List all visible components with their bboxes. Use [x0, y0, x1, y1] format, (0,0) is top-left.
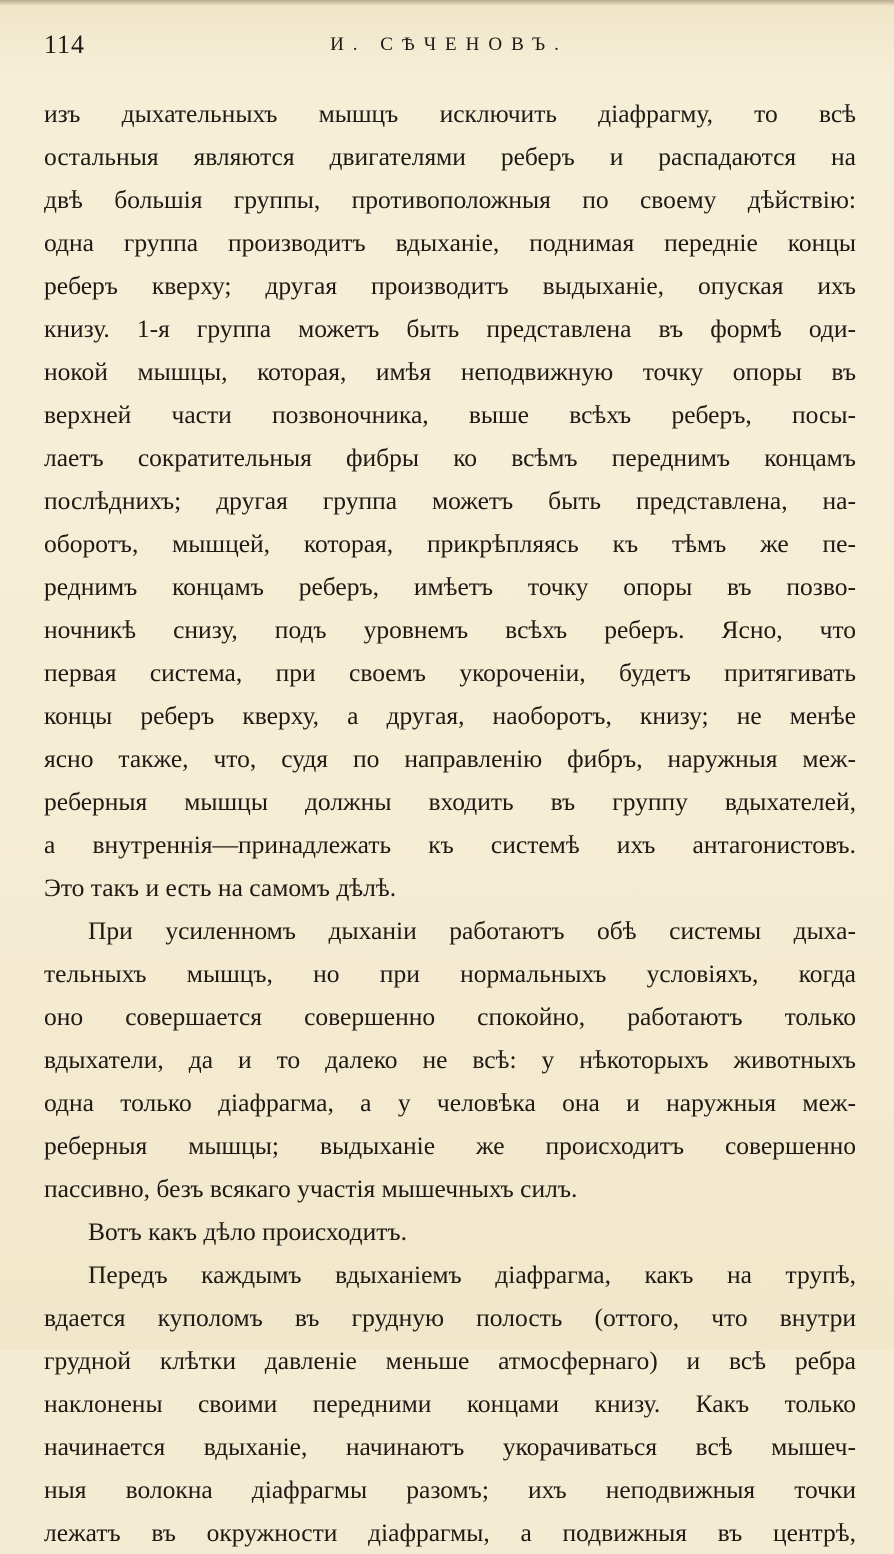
- text-line: реберъ кверху; другая производитъ выдыханіе, опуская ихъ: [44, 271, 856, 300]
- text-line: наклонены своими передними концами книзу. Какъ только: [44, 1389, 856, 1418]
- text-line: одна только діафрагма, а у человѣка она и наружныя меж-: [44, 1088, 856, 1117]
- text-line: Вотъ какъ дѣло происходитъ.: [88, 1217, 407, 1246]
- text-line: оборотъ, мышцей, которая, прикрѣпляясь къ тѣмъ же пе-: [44, 529, 856, 558]
- text-line: грудной клѣтки давленіе меньше атмосфернаго) и всѣ ребра: [44, 1346, 856, 1375]
- text-line: остальныя являются двигателями реберъ и распадаются на: [44, 142, 856, 171]
- text-line: верхней части позвоночника, выше всѣхъ реберъ, посы-: [44, 400, 856, 429]
- text-line: одна группа производитъ вдыханіе, поднимая передніе концы: [44, 228, 856, 257]
- text-line: Передъ каждымъ вдыханіемъ діафрагма, какъ на трупѣ,: [88, 1260, 856, 1289]
- text-line: ночникѣ снизу, подъ уровнемъ всѣхъ реберъ. Ясно, что: [44, 615, 856, 644]
- text-line: концы реберъ кверху, а другая, наоборотъ, книзу; не менѣе: [44, 701, 856, 730]
- text-line: реднимъ концамъ реберъ, имѣетъ точку опоры въ позво-: [44, 572, 856, 601]
- text-line: При усиленномъ дыханіи работаютъ обѣ системы дыха-: [88, 916, 856, 945]
- text-line: ныя волокна діафрагмы разомъ; ихъ неподвижныя точки: [44, 1475, 856, 1504]
- text-line: пассивно, безъ всякаго участія мышечныхъ силъ.: [44, 1174, 578, 1203]
- body-text: [44, 92, 856, 1554]
- text-line: книзу. 1-я группа можетъ быть представлена въ формѣ оди-: [44, 314, 856, 343]
- text-line: первая система, при своемъ укороченіи, будетъ притягивать: [44, 658, 856, 687]
- page-top-edge: [0, 0, 894, 6]
- text-line: тельныхъ мышцъ, но при нормальныхъ условіяхъ, когда: [44, 959, 856, 988]
- text-line: изъ дыхательныхъ мышцъ исключить діафрагму, то всѣ: [44, 99, 856, 128]
- page-header: [44, 30, 854, 60]
- text-line: нокой мышцы, которая, имѣя неподвижную точку опоры въ: [44, 357, 856, 386]
- text-line: послѣднихъ; другая группа можетъ быть представлена, на-: [44, 486, 856, 515]
- text-line: оно совершается совершенно спокойно, работаютъ только: [44, 1002, 856, 1031]
- text-line: лаетъ сократительныя фибры ко всѣмъ переднимъ концамъ: [44, 443, 856, 472]
- text-line: реберныя мышцы; выдыханіе же происходитъ совершенно: [44, 1131, 856, 1160]
- text-line: Это такъ и есть на самомъ дѣлѣ.: [44, 873, 397, 902]
- text-line: начинается вдыханіе, начинаютъ укорачиваться всѣ мышеч-: [44, 1432, 856, 1461]
- text-line: вдыхатели, да и то далеко не всѣ: у нѣкоторыхъ животныхъ: [44, 1045, 856, 1074]
- page-number: 114: [44, 30, 86, 59]
- text-line: лежатъ въ окружности діафрагмы, а подвижныя въ центрѣ,: [44, 1518, 856, 1547]
- text-line: двѣ большія группы, противоположныя по своему дѣйствію:: [44, 185, 856, 214]
- text-line: вдается куполомъ въ грудную полость (оттого, что внутри: [44, 1303, 856, 1332]
- text-line: реберныя мышцы должны входить въ группу вдыхателей,: [44, 787, 856, 816]
- text-line: а внутреннія—принадлежать къ системѣ ихъ антагонистовъ.: [44, 830, 856, 859]
- running-head: И. СѢЧЕНОВЪ.: [330, 34, 568, 55]
- text-line: ясно также, что, судя по направленію фибръ, наружныя меж-: [44, 744, 856, 773]
